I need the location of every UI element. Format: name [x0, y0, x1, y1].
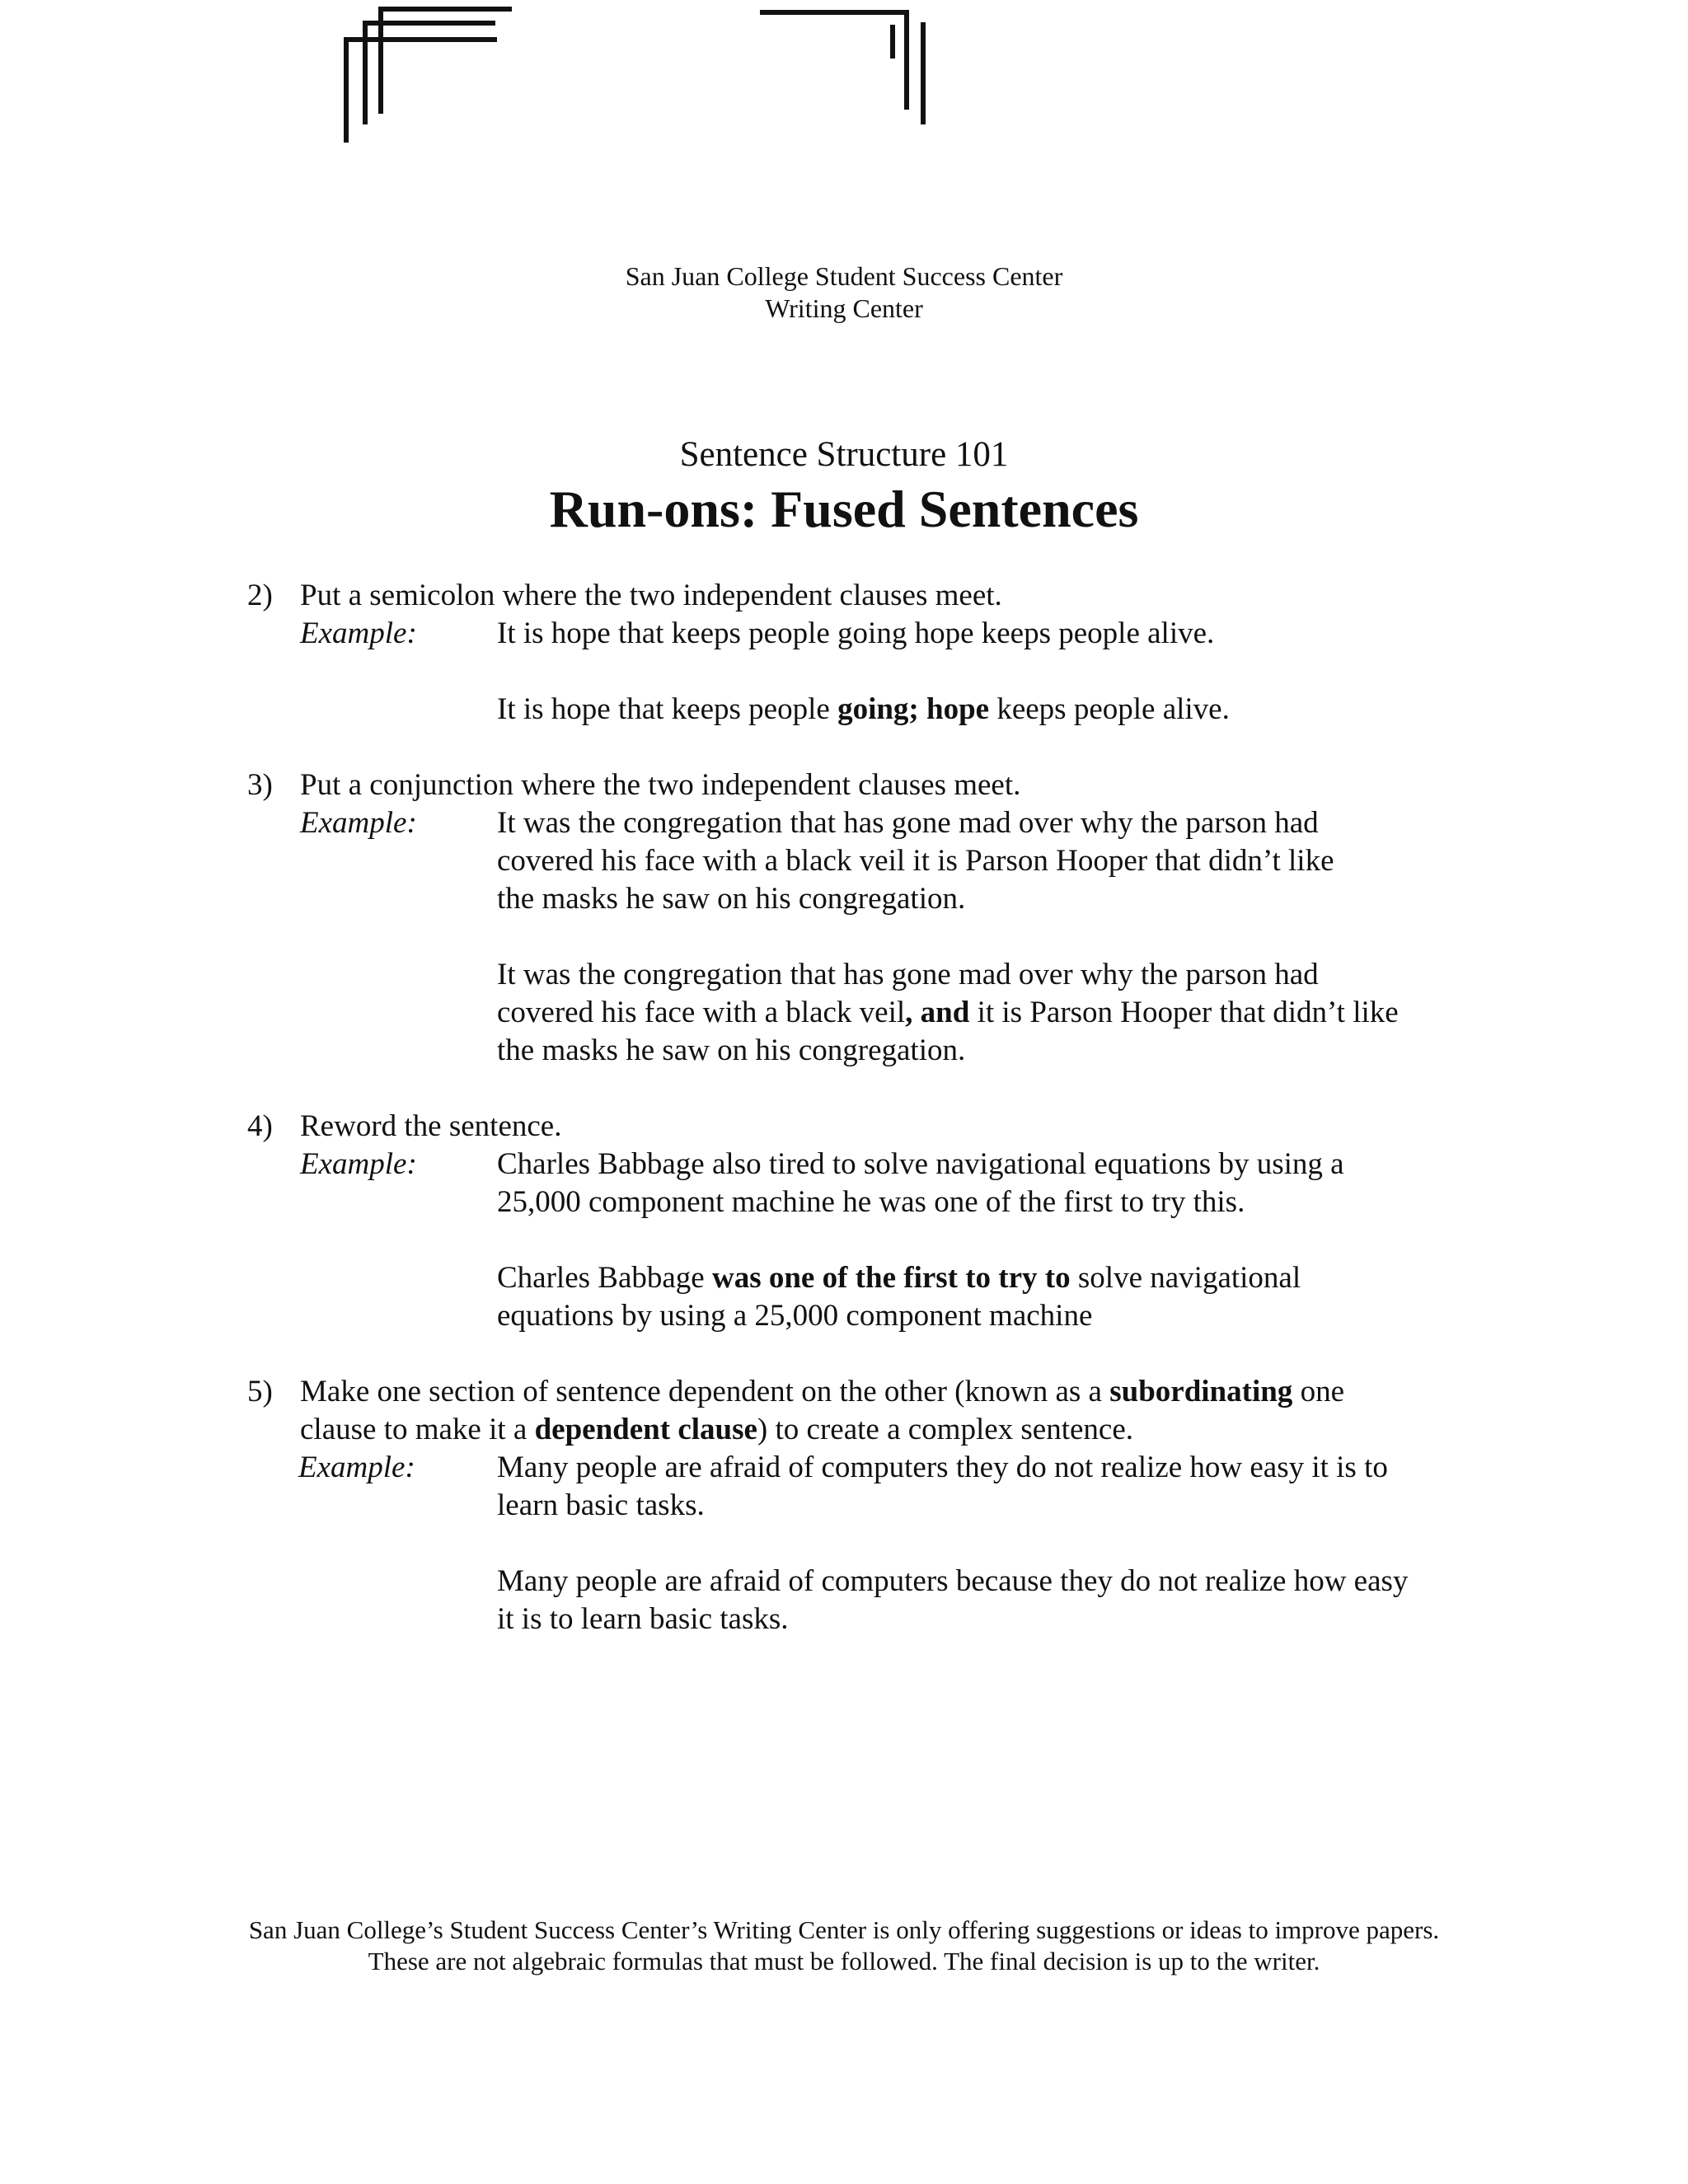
item-instruction: clause to make it a dependent clause) to create a complex sentence.: [300, 1413, 1134, 1446]
correction-highlight: was one of the first to try to: [711, 1261, 1071, 1295]
corrected-sentence: It was the congregation that has gone mad over why the parson had: [497, 958, 1319, 991]
example-sentence: learn basic tasks.: [497, 1488, 705, 1522]
corrected-sentence: it is to learn basic tasks.: [497, 1602, 789, 1636]
example-sentence: Many people are afraid of computers they do not realize how easy it is to: [497, 1451, 1388, 1484]
example-label: Example:: [300, 616, 417, 650]
header-institution: San Juan College Student Success Center: [625, 261, 1063, 291]
page-title: Run-ons: Fused Sentences: [549, 480, 1139, 538]
corrected-sentence: Charles Babbage was one of the first to try to solve navigational: [497, 1261, 1301, 1295]
correction-highlight: going; hope: [837, 692, 990, 726]
item-instruction: Put a semicolon where the two independent clauses meet.: [300, 579, 1002, 612]
right-corner-bracket-icon: [762, 12, 923, 122]
correction-highlight: , and: [905, 996, 970, 1029]
left-corner-bracket-icon: [346, 9, 509, 140]
corrected-sentence: It is hope that keeps people going; hope keeps people alive.: [497, 692, 1230, 726]
header-department: Writing Center: [765, 293, 923, 323]
example-sentence: covered his face with a black veil it is Parson Hooper that didn’t like: [497, 844, 1334, 878]
item-number: 4): [247, 1109, 273, 1143]
example-sentence: It was the congregation that has gone mad over why the parson had: [497, 806, 1319, 840]
item-number: 5): [247, 1375, 273, 1408]
item-number: 2): [247, 579, 273, 612]
key-term: subordinating: [1109, 1375, 1293, 1408]
example-label: Example:: [298, 1451, 415, 1484]
example-sentence: 25,000 component machine he was one of the first to try this.: [497, 1185, 1245, 1219]
example-sentence: Charles Babbage also tired to solve navigational equations by using a: [497, 1147, 1344, 1181]
example-sentence: It is hope that keeps people going hope keeps people alive.: [497, 616, 1215, 650]
item-instruction: Make one section of sentence dependent on the other (known as a subordinating one: [300, 1375, 1344, 1408]
item-number: 3): [247, 768, 273, 802]
item-instruction: Reword the sentence.: [300, 1109, 562, 1143]
item-instruction: Put a conjunction where the two independent clauses meet.: [300, 768, 1021, 802]
example-label: Example:: [300, 1147, 417, 1181]
example-label: Example:: [300, 806, 417, 840]
corrected-sentence: Many people are afraid of computers because they do not realize how easy: [497, 1564, 1409, 1598]
corner-frame-decoration: [0, 0, 1688, 165]
footer-disclaimer: San Juan College’s Student Success Center’s Writing Center is only offering suggestions or ideas to improve papers.: [248, 1915, 1440, 1944]
example-sentence: the masks he saw on his congregation.: [497, 882, 966, 916]
corrected-sentence: the masks he saw on his congregation.: [497, 1033, 966, 1067]
page-subtitle: Sentence Structure 101: [679, 435, 1009, 474]
corrected-sentence: equations by using a 25,000 component machine: [497, 1299, 1093, 1333]
footer-disclaimer: These are not algebraic formulas that must be followed. The final decision is up to the writer.: [368, 1947, 1320, 1975]
key-term: dependent clause: [534, 1413, 757, 1446]
corrected-sentence: covered his face with a black veil, and it is Parson Hooper that didn’t like: [497, 996, 1399, 1029]
